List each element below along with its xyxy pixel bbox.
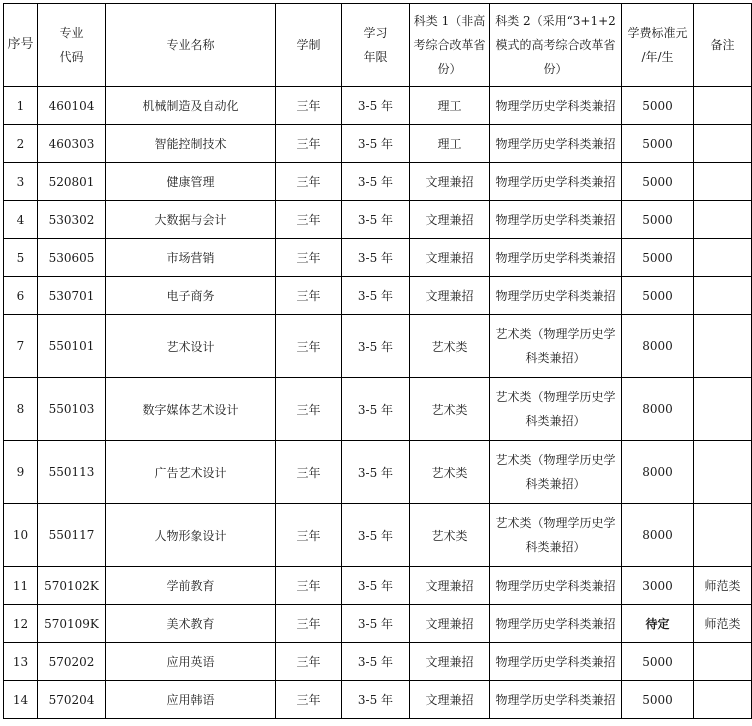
cell-code: 550117	[38, 504, 106, 567]
cell-cat1: 理工	[410, 87, 490, 125]
cell-cat2: 物理学历史学科类兼招	[490, 277, 622, 315]
cell-code: 570202	[38, 643, 106, 681]
cell-cat2: 艺术类（物理学历史学科类兼招）	[490, 504, 622, 567]
cell-fee: 5000	[622, 163, 694, 201]
cell-note	[694, 163, 752, 201]
cell-cat1: 文理兼招	[410, 277, 490, 315]
cell-seq: 14	[4, 681, 38, 719]
cell-fee: 8000	[622, 315, 694, 378]
cell-fee: 3000	[622, 567, 694, 605]
table-row	[4, 239, 752, 277]
cell-name: 人物形象设计	[106, 504, 276, 567]
header-code: 专业 代码	[38, 4, 106, 87]
cell-note	[694, 201, 752, 239]
cell-note	[694, 681, 752, 719]
cell-note: 师范类	[694, 605, 752, 643]
cell-code: 570102K	[38, 567, 106, 605]
table-row	[4, 163, 752, 201]
cell-years: 3-5 年	[342, 681, 410, 719]
cell-name: 广告艺术设计	[106, 441, 276, 504]
cell-code: 550103	[38, 378, 106, 441]
cell-name: 应用韩语	[106, 681, 276, 719]
cell-cat2: 物理学历史学科类兼招	[490, 567, 622, 605]
cell-system: 三年	[276, 567, 342, 605]
cell-years: 3-5 年	[342, 201, 410, 239]
header-seq: 序号	[4, 4, 38, 87]
cell-years: 3-5 年	[342, 378, 410, 441]
table-row	[4, 315, 752, 378]
cell-note	[694, 504, 752, 567]
cell-fee: 5000	[622, 87, 694, 125]
table-row	[4, 681, 752, 719]
cell-note	[694, 378, 752, 441]
cell-note	[694, 87, 752, 125]
table-row	[4, 87, 752, 125]
cell-seq: 3	[4, 163, 38, 201]
cell-cat2: 物理学历史学科类兼招	[490, 201, 622, 239]
cell-name: 学前教育	[106, 567, 276, 605]
table-row	[4, 605, 752, 643]
table-row	[4, 378, 752, 441]
cell-code: 460104	[38, 87, 106, 125]
cell-seq: 1	[4, 87, 38, 125]
cell-cat2: 物理学历史学科类兼招	[490, 87, 622, 125]
table-body	[4, 87, 752, 719]
cell-note	[694, 643, 752, 681]
cell-system: 三年	[276, 441, 342, 504]
cell-years: 3-5 年	[342, 163, 410, 201]
cell-seq: 4	[4, 201, 38, 239]
cell-code: 530302	[38, 201, 106, 239]
cell-cat1: 理工	[410, 125, 490, 163]
cell-fee: 5000	[622, 125, 694, 163]
header-category-2: 科类 2（采用“3+1+2 模式的高考综合改革省 份）	[490, 4, 622, 87]
cell-years: 3-5 年	[342, 239, 410, 277]
table-row	[4, 277, 752, 315]
cell-seq: 13	[4, 643, 38, 681]
cell-cat1: 艺术类	[410, 378, 490, 441]
cell-years: 3-5 年	[342, 87, 410, 125]
cell-system: 三年	[276, 605, 342, 643]
cell-note: 师范类	[694, 567, 752, 605]
cell-name: 智能控制技术	[106, 125, 276, 163]
cell-note	[694, 277, 752, 315]
cell-cat2: 艺术类（物理学历史学科类兼招）	[490, 441, 622, 504]
cell-system: 三年	[276, 125, 342, 163]
cell-cat2: 物理学历史学科类兼招	[490, 605, 622, 643]
cell-system: 三年	[276, 163, 342, 201]
cell-fee: 8000	[622, 378, 694, 441]
cell-system: 三年	[276, 239, 342, 277]
header-system: 学制	[276, 4, 342, 87]
cell-fee: 8000	[622, 441, 694, 504]
cell-name: 大数据与会计	[106, 201, 276, 239]
cell-seq: 12	[4, 605, 38, 643]
header-name: 专业名称	[106, 4, 276, 87]
cell-seq: 8	[4, 378, 38, 441]
table-row	[4, 201, 752, 239]
cell-name: 应用英语	[106, 643, 276, 681]
cell-years: 3-5 年	[342, 125, 410, 163]
cell-seq: 11	[4, 567, 38, 605]
header-years: 学习 年限	[342, 4, 410, 87]
cell-system: 三年	[276, 504, 342, 567]
cell-cat2: 艺术类（物理学历史学科类兼招）	[490, 315, 622, 378]
cell-fee: 5000	[622, 681, 694, 719]
cell-cat1: 文理兼招	[410, 643, 490, 681]
cell-cat1: 艺术类	[410, 315, 490, 378]
cell-code: 550113	[38, 441, 106, 504]
majors-table	[3, 3, 752, 719]
cell-seq: 2	[4, 125, 38, 163]
cell-seq: 7	[4, 315, 38, 378]
cell-cat1: 文理兼招	[410, 163, 490, 201]
cell-cat2: 物理学历史学科类兼招	[490, 239, 622, 277]
cell-cat2: 艺术类（物理学历史学科类兼招）	[490, 378, 622, 441]
cell-name: 机械制造及自动化	[106, 87, 276, 125]
cell-cat1: 艺术类	[410, 504, 490, 567]
cell-code: 520801	[38, 163, 106, 201]
cell-note	[694, 239, 752, 277]
cell-years: 3-5 年	[342, 277, 410, 315]
cell-system: 三年	[276, 315, 342, 378]
cell-name: 电子商务	[106, 277, 276, 315]
cell-cat1: 文理兼招	[410, 567, 490, 605]
table-row	[4, 504, 752, 567]
table-row	[4, 441, 752, 504]
cell-name: 美术教育	[106, 605, 276, 643]
cell-fee: 8000	[622, 504, 694, 567]
cell-cat1: 文理兼招	[410, 681, 490, 719]
cell-seq: 10	[4, 504, 38, 567]
cell-years: 3-5 年	[342, 567, 410, 605]
cell-fee: 5000	[622, 643, 694, 681]
cell-name: 艺术设计	[106, 315, 276, 378]
cell-system: 三年	[276, 277, 342, 315]
cell-code: 530605	[38, 239, 106, 277]
cell-note	[694, 125, 752, 163]
cell-cat1: 艺术类	[410, 441, 490, 504]
cell-years: 3-5 年	[342, 504, 410, 567]
cell-note	[694, 315, 752, 378]
cell-system: 三年	[276, 87, 342, 125]
cell-cat2: 物理学历史学科类兼招	[490, 125, 622, 163]
cell-name: 市场营销	[106, 239, 276, 277]
header-fee: 学费标准元 /年/生	[622, 4, 694, 87]
cell-fee: 待定	[622, 605, 694, 643]
cell-note	[694, 441, 752, 504]
cell-years: 3-5 年	[342, 643, 410, 681]
cell-system: 三年	[276, 681, 342, 719]
cell-cat1: 文理兼招	[410, 201, 490, 239]
cell-cat2: 物理学历史学科类兼招	[490, 643, 622, 681]
cell-code: 570109K	[38, 605, 106, 643]
cell-cat2: 物理学历史学科类兼招	[490, 163, 622, 201]
cell-name: 数字媒体艺术设计	[106, 378, 276, 441]
cell-cat1: 文理兼招	[410, 239, 490, 277]
header-row	[4, 4, 752, 87]
cell-fee: 5000	[622, 277, 694, 315]
header-category-1: 科类 1（非高 考综合改革省 份）	[410, 4, 490, 87]
cell-code: 530701	[38, 277, 106, 315]
cell-years: 3-5 年	[342, 605, 410, 643]
cell-fee: 5000	[622, 239, 694, 277]
table-row	[4, 643, 752, 681]
cell-seq: 5	[4, 239, 38, 277]
cell-system: 三年	[276, 378, 342, 441]
cell-code: 460303	[38, 125, 106, 163]
cell-fee: 5000	[622, 201, 694, 239]
cell-code: 550101	[38, 315, 106, 378]
cell-seq: 6	[4, 277, 38, 315]
cell-seq: 9	[4, 441, 38, 504]
cell-system: 三年	[276, 201, 342, 239]
cell-cat1: 文理兼招	[410, 605, 490, 643]
cell-name: 健康管理	[106, 163, 276, 201]
cell-cat2: 物理学历史学科类兼招	[490, 681, 622, 719]
cell-years: 3-5 年	[342, 441, 410, 504]
table-row	[4, 567, 752, 605]
cell-years: 3-5 年	[342, 315, 410, 378]
header-note: 备注	[694, 4, 752, 87]
cell-code: 570204	[38, 681, 106, 719]
table-row	[4, 125, 752, 163]
cell-system: 三年	[276, 643, 342, 681]
